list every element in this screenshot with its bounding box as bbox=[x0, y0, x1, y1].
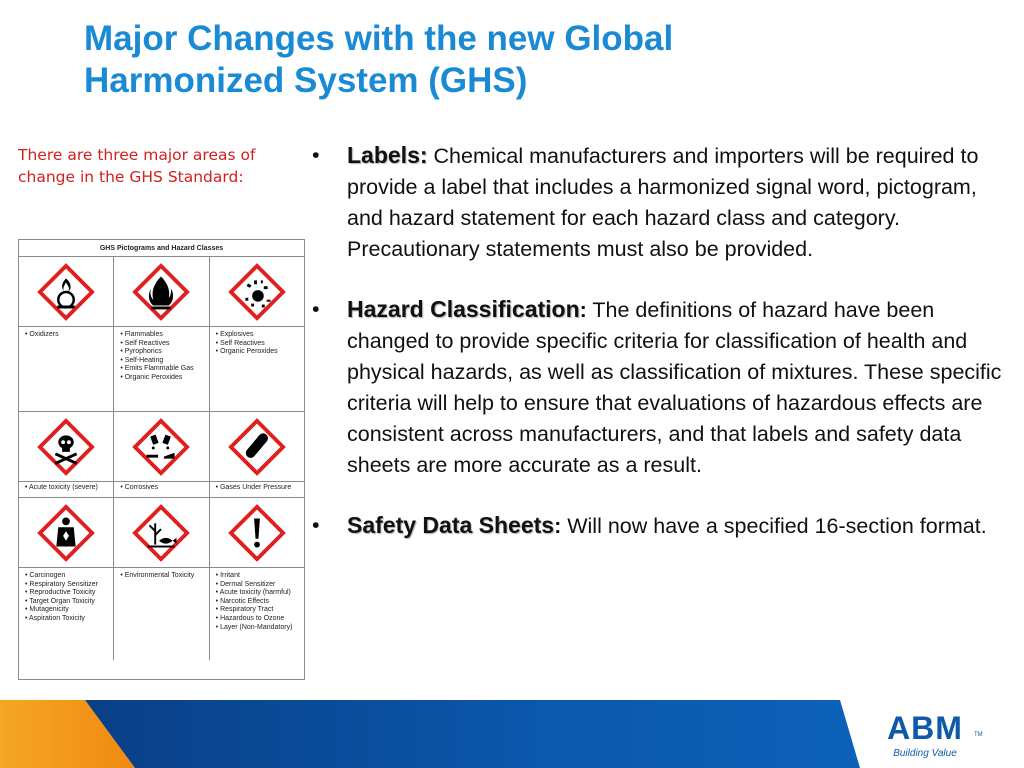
logo-trademark: TM bbox=[974, 732, 983, 738]
bullet-text: The definitions of hazard have been changed to provide specific criteria for classification of health and physical hazards, as well as classification of mixtures. These specific criteria will help to ensure that evaluations of hazardous effects are consistent across manufacturers, and that labels and safety data sheets are more accurate as a result. bbox=[347, 298, 1002, 477]
hazard-class-item: • Environmental Toxicity bbox=[120, 572, 205, 581]
logo-tagline: Building Value bbox=[893, 748, 957, 759]
title-line-1: Major Changes with the new Global bbox=[84, 19, 674, 58]
pictogram-cell bbox=[210, 498, 304, 567]
title-line-2: Harmonized System (GHS) bbox=[84, 61, 528, 100]
bullet-heading: Hazard Classification bbox=[347, 296, 580, 322]
slide-title bbox=[84, 18, 844, 102]
pictogram-row bbox=[19, 498, 304, 568]
hazard-class-row bbox=[19, 327, 304, 412]
hazard-class-item: • Organic Peroxides bbox=[120, 374, 205, 383]
logo-wordmark: ABM bbox=[887, 710, 963, 746]
pictogram-cell bbox=[19, 412, 114, 481]
hazard-class-item: • Aspiration Toxicity bbox=[25, 615, 110, 624]
hazard-class-item: • Emits Flammable Gas bbox=[120, 365, 205, 374]
exploding-bomb-icon bbox=[228, 263, 286, 321]
pictogram-cell bbox=[114, 498, 209, 567]
bullet-labels bbox=[312, 140, 1002, 265]
hazard-class-cell bbox=[210, 568, 304, 660]
hazard-class-item: • Oxidizers bbox=[25, 331, 110, 340]
flame-icon bbox=[132, 263, 190, 321]
hazard-class-item: • Flammables bbox=[120, 331, 205, 340]
bullet-colon: : bbox=[579, 298, 587, 322]
pictogram-cell bbox=[114, 257, 209, 326]
bullet-text: Chemical manufacturers and importers will be required to provide a label that includes a harmonized signal word, pictogram, and hazard statement for each hazard class and category. Precautionary statements must also be provided. bbox=[347, 144, 979, 261]
hazard-class-item: • Gases Under Pressure bbox=[216, 484, 301, 493]
bullet-heading: Safety Data Sheets bbox=[347, 512, 555, 538]
exclamation-mark-icon bbox=[228, 504, 286, 562]
hazard-class-item: • Mutagenicity bbox=[25, 606, 110, 615]
gas-cylinder-icon bbox=[228, 418, 286, 476]
pictogram-cell bbox=[210, 257, 304, 326]
hazard-class-cell bbox=[114, 327, 209, 411]
hazard-class-cell bbox=[19, 568, 114, 660]
hazard-class-item: • Hazardous to Ozone bbox=[216, 615, 301, 624]
flame-over-circle-icon bbox=[37, 263, 95, 321]
bullet-marker: • bbox=[312, 513, 320, 537]
hazard-class-item: • Explosives bbox=[216, 331, 301, 340]
hazard-class-item: • Acute toxicity (harmful) bbox=[216, 589, 301, 598]
hazard-class-cell bbox=[19, 327, 114, 411]
hazard-class-row bbox=[19, 482, 304, 498]
hazard-class-item: • Target Organ Toxicity bbox=[25, 598, 110, 607]
hazard-class-item: • Carcinogen bbox=[25, 572, 110, 581]
hazard-class-item: • Respiratory Tract bbox=[216, 606, 301, 615]
bullet-list bbox=[312, 140, 1002, 571]
bullet-colon: : bbox=[554, 514, 562, 538]
pictogram-cell bbox=[210, 412, 304, 481]
hazard-class-item: • Organic Peroxides bbox=[216, 348, 301, 357]
bullet-safety-data-sheets bbox=[312, 510, 1002, 542]
environment-icon bbox=[132, 504, 190, 562]
ghs-pictogram-table bbox=[18, 239, 305, 680]
abm-logo bbox=[870, 710, 1000, 764]
hazard-class-cell bbox=[114, 482, 209, 497]
hazard-class-item: • Dermal Sensitizer bbox=[216, 581, 301, 590]
bullet-marker: • bbox=[312, 143, 320, 167]
skull-crossbones-icon bbox=[37, 418, 95, 476]
hazard-class-item: • Respiratory Sensitizer bbox=[25, 581, 110, 590]
health-hazard-icon bbox=[37, 504, 95, 562]
pictogram-row bbox=[19, 257, 304, 327]
hazard-class-item: • Acute toxicity (severe) bbox=[25, 484, 110, 493]
hazard-class-cell bbox=[210, 327, 304, 411]
hazard-class-cell bbox=[19, 482, 114, 497]
hazard-class-item: • Layer (Non-Mandatory) bbox=[216, 624, 301, 633]
pictogram-cell bbox=[19, 257, 114, 326]
hazard-class-item: • Self-Heating bbox=[120, 357, 205, 366]
bullet-marker: • bbox=[312, 297, 320, 321]
pictogram-cell bbox=[114, 412, 209, 481]
pictogram-cell bbox=[19, 498, 114, 567]
hazard-class-item: • Self Reactives bbox=[120, 340, 205, 349]
hazard-class-row bbox=[19, 568, 304, 660]
bullet-heading: Labels: bbox=[347, 142, 428, 168]
ghs-table-header: GHS Pictograms and Hazard Classes bbox=[19, 240, 304, 257]
pictogram-row bbox=[19, 412, 304, 482]
hazard-class-item: • Narcotic Effects bbox=[216, 598, 301, 607]
hazard-class-cell bbox=[210, 482, 304, 497]
hazard-class-item: • Self Reactives bbox=[216, 340, 301, 349]
hazard-class-cell bbox=[114, 568, 209, 660]
hazard-class-item: • Irritant bbox=[216, 572, 301, 581]
corrosion-icon bbox=[132, 418, 190, 476]
intro-text: There are three major areas of change in the GHS Standard: bbox=[18, 146, 256, 186]
hazard-class-item: • Reproductive Toxicity bbox=[25, 589, 110, 598]
hazard-class-item: • Corrosives bbox=[120, 484, 205, 493]
bullet-hazard-classification bbox=[312, 294, 1002, 481]
hazard-class-item: • Pyrophorics bbox=[120, 348, 205, 357]
bullet-text: Will now have a specified 16-section format. bbox=[561, 514, 987, 538]
